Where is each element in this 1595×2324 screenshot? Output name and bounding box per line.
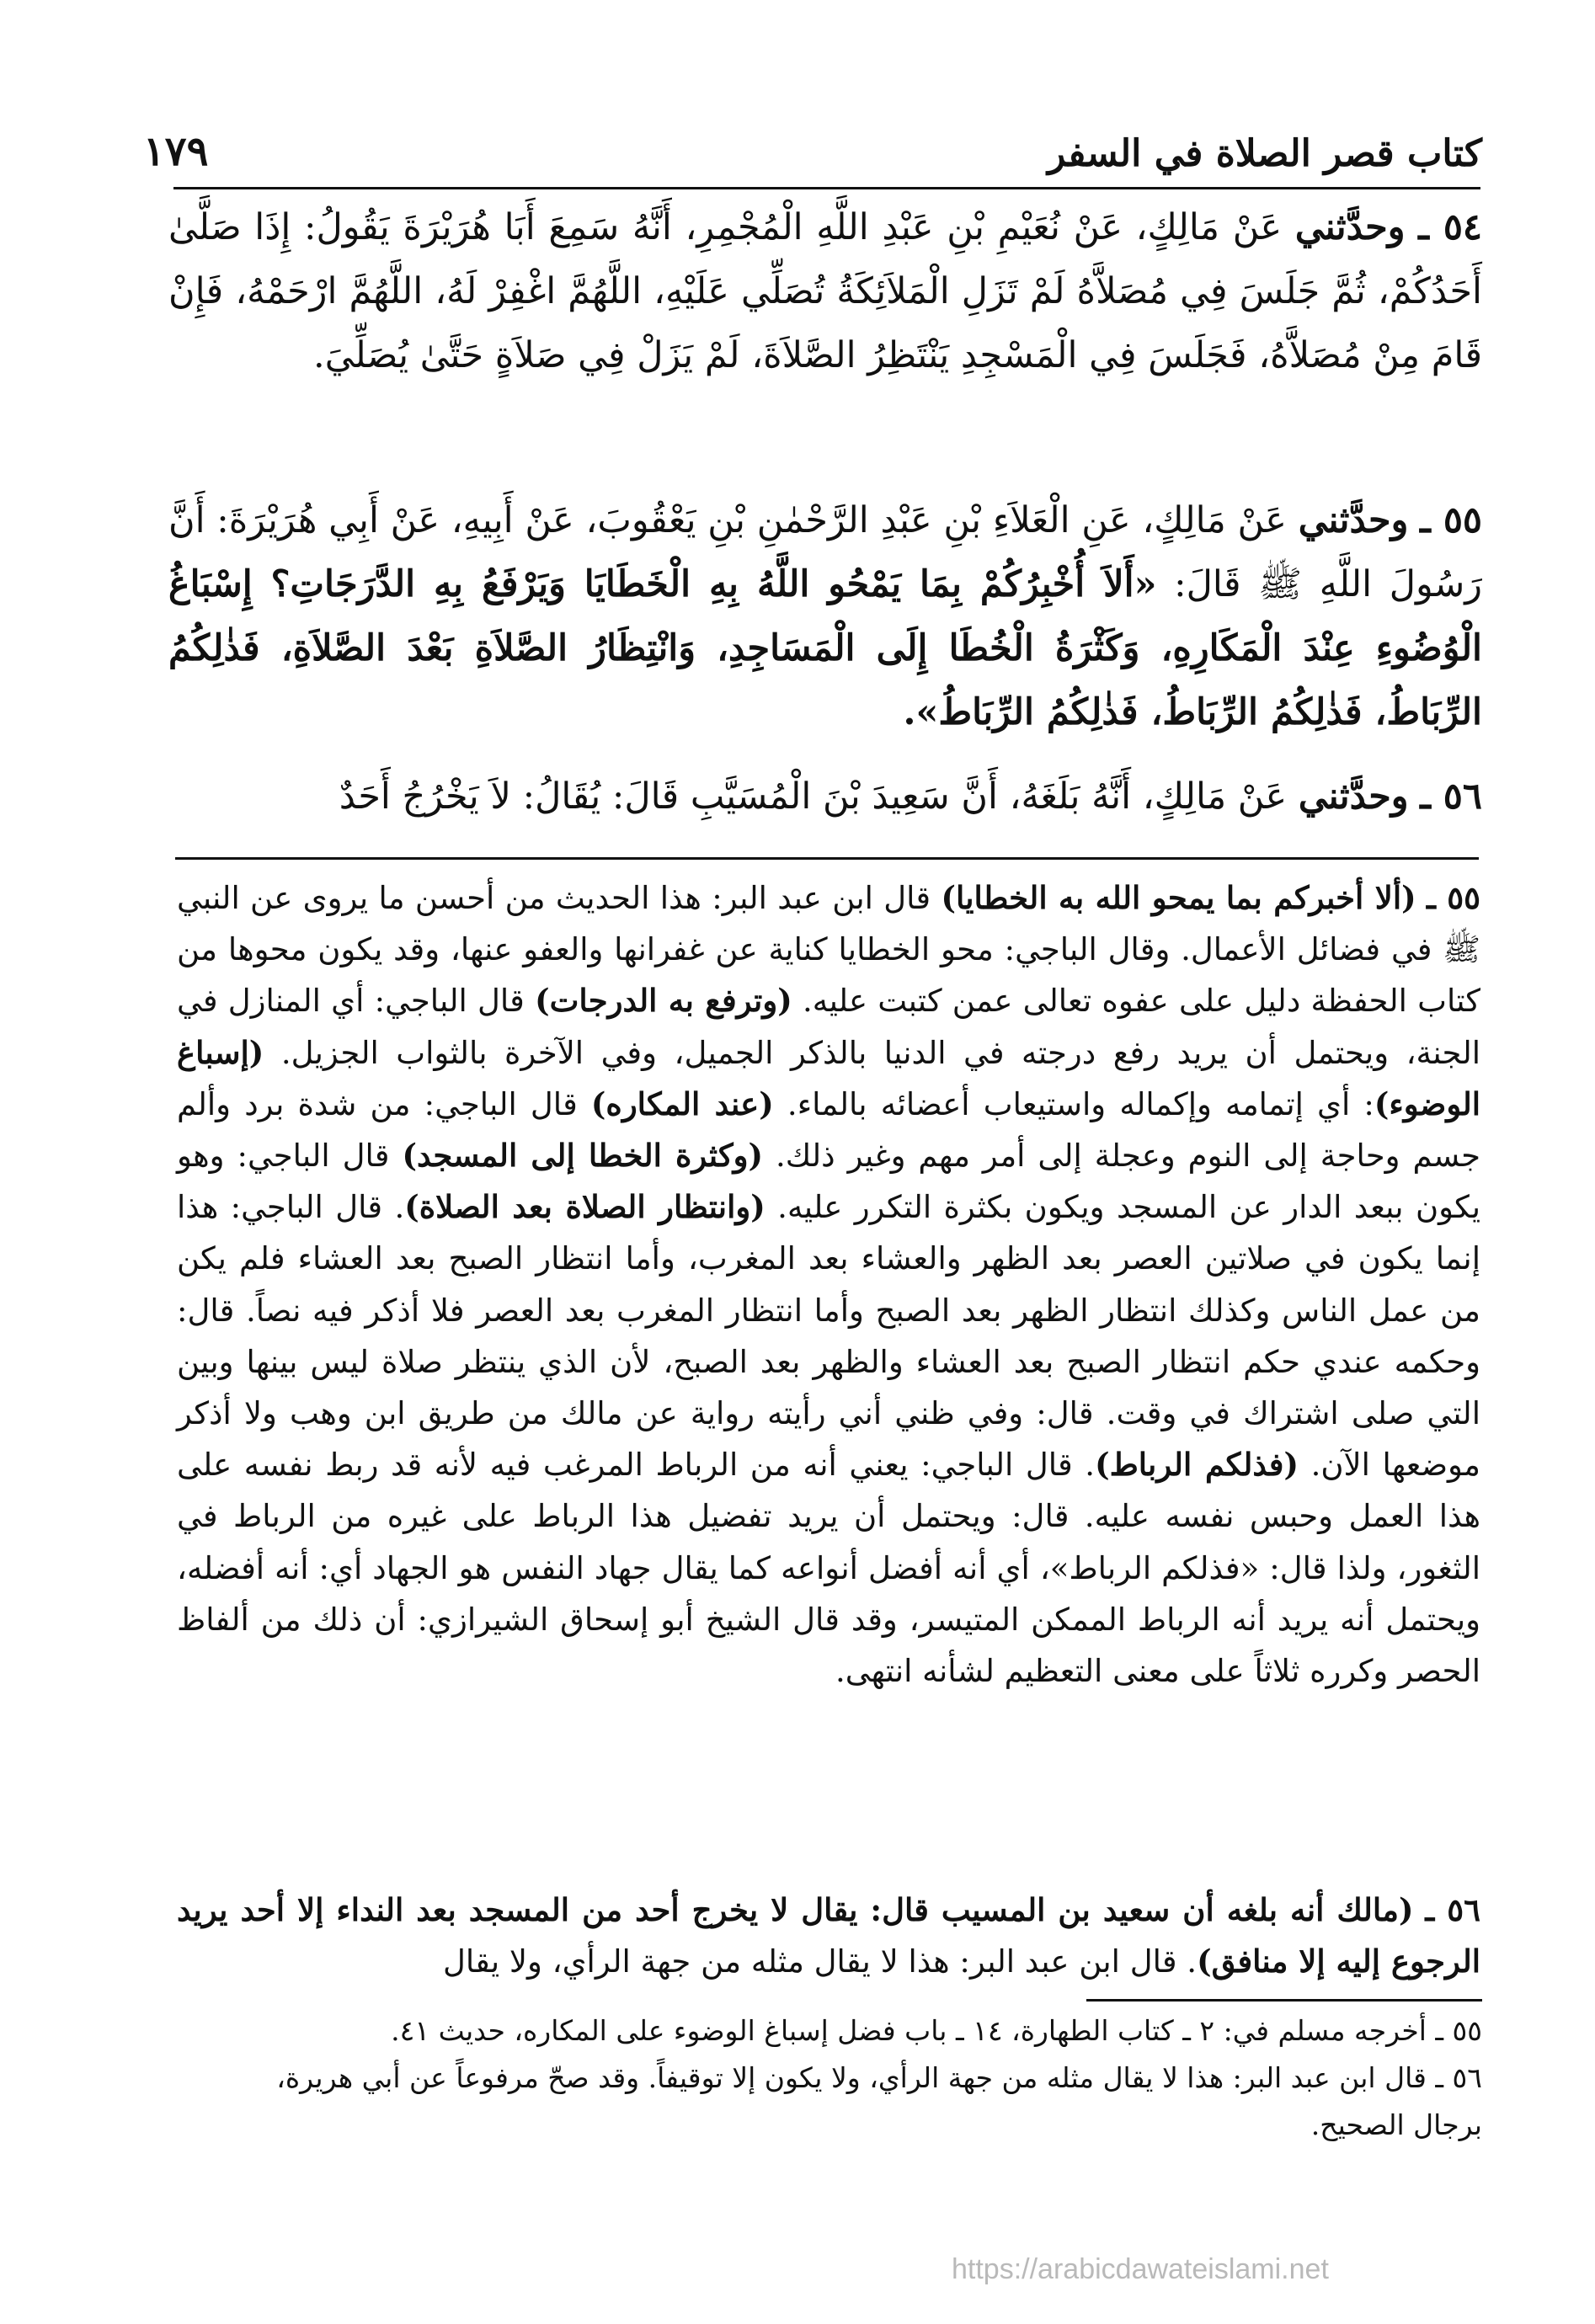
commentary-body bbox=[177, 1892, 1480, 1980]
source-watermark: https://arabicdawateislami.net bbox=[952, 2253, 1329, 2285]
commentary-text: . قال ابن عبد البر: هذا لا يقال مثله من جهة الرأي، ولا يقال bbox=[442, 1943, 1198, 1980]
hadith-56 bbox=[168, 765, 1482, 829]
page-header bbox=[143, 108, 1482, 175]
commentary-text: قال الباجي: وهو يكون ببعد الدار عن المسجد ويكون بكثرة التكرر عليه. bbox=[177, 1138, 1480, 1226]
hadith-number: ٥٦ ـ bbox=[1420, 776, 1482, 818]
bold-phrase: (وكثرة الخطا إلى المسجد) bbox=[402, 1137, 763, 1175]
footnote-56-continuation: برجال الصحيح. bbox=[1310, 2108, 1482, 2141]
hadith-number: ٥٥ ـ bbox=[1420, 499, 1483, 541]
running-title: كتاب قصر الصلاة في السفر bbox=[1047, 132, 1482, 175]
footnote-56: ٥٦ ـ قال ابن عبد البر: هذا لا يقال مثله من جهة الرأي، ولا يكون إلا توقيفاً. وقد صحّ مرفوعاً عن أبي هريرة، bbox=[276, 2061, 1482, 2094]
hadith-lead: وحدَّثني bbox=[1298, 499, 1409, 541]
footnotes bbox=[253, 2007, 1482, 2149]
commentary-body bbox=[177, 880, 1480, 1689]
hadith-54 bbox=[168, 195, 1482, 387]
bold-phrase: (وانتظار الصلاة بعد الصلاة) bbox=[404, 1188, 765, 1226]
bold-phrase: (مالك أنه بلغه أن سعيد بن المسيب قال: يقال لا يخرج أحد من المسجد بعد النداء إلا أحد يريد الرجوع إليه إلا منافق) bbox=[177, 1891, 1480, 1980]
hadith-number: ٥٤ ـ bbox=[1418, 206, 1483, 248]
footnote-rule bbox=[1086, 1999, 1482, 2002]
commentary-text: قال ابن عبد البر: هذا الحديث من أحسن ما يروى عن النبي ﷺ في فضائل الأعمال. وقال الباجي: محو الخطايا كناية عن غفرانها والعفو عنها، وقد يكون محوها من كتاب الحفظة دليل على عفوه تعالى عمن كتبت عليه. bbox=[177, 880, 1480, 1020]
commentary-number: ٥٥ ـ bbox=[1426, 879, 1480, 916]
commentary-text: : أي إتمامه وإكماله واستيعاب أعضائه بالماء. bbox=[773, 1085, 1374, 1122]
hadith-text: عَنْ مَالِكٍ، أَنَّهُ بَلَغَهُ، أَنَّ سَعِيدَ بْنَ الْمُسَيَّبِ قَالَ: يُقَالُ: لاَ يَخْرُجُ أَحَدٌ bbox=[339, 776, 1288, 818]
header-rule bbox=[173, 187, 1480, 189]
hadith-lead: وحدَّثني bbox=[1294, 206, 1406, 248]
hadith-lead: وحدَّثني bbox=[1298, 776, 1409, 818]
commentary-56 bbox=[177, 1884, 1480, 1987]
hadith-55 bbox=[168, 488, 1482, 744]
bold-phrase: (ألا أخبركم بما يمحو الله به الخطايا) bbox=[941, 879, 1416, 916]
commentary-text: قال الباجي: أي المنازل في الجنة، ويحتمل أن يريد رفع درجته في الدنيا بالذكر الجميل، وفي الآخرة بالثواب الجزيل. bbox=[177, 983, 1480, 1071]
prophetic-quote: «أَلاَ أُخْبِرُكُمْ بِمَا يَمْحُو اللَّهُ بِهِ الْخَطَايَا وَيَرْفَعُ بِهِ الدَّرَجَاتِ؟ إِسْبَاغُ الْوُضُوءِ عِنْدَ الْمَكَارِهِ، وَكَثْرَةُ الْخُطَا إِلَى الْمَسَاجِدِ، وَانْتِظَارُ الصَّلاَةِ بَعْدَ الصَّلاَةِ، فَذٰلِكُمُ الرِّبَاطُ، فَذٰلِكُمُ الرِّبَاطُ، فَذٰلِكُمُ الرِّبَاطُ». bbox=[168, 563, 1482, 733]
hadith-text: عَنْ مَالِكٍ، عَنْ نُعَيْمِ بْنِ عَبْدِ اللَّهِ الْمُجْمِرِ، أَنَّهُ سَمِعَ أَبَا هُرَيْرَةَ يَقُولُ: إِذَا صَلَّىٰ أَحَدُكُمْ، ثُمَّ جَلَسَ فِي مُصَلاَّهُ لَمْ تَزَلِ الْمَلاَئِكَةُ تُصَلِّي عَلَيْهِ، اللَّهُمَّ اغْفِرْ لَهُ، اللَّهُمَّ ارْحَمْهُ، فَإِنْ قَامَ مِنْ مُصَلاَّهُ، فَجَلَسَ فِي الْمَسْجِدِ يَنْتَظِرُ الصَّلاَةَ، لَمْ يَزَلْ فِي صَلاَةٍ حَتَّىٰ يُصَلِّيَ. bbox=[168, 206, 1482, 376]
commentary-55 bbox=[177, 872, 1480, 1697]
bold-phrase: (وترفع به الدرجات) bbox=[535, 982, 792, 1020]
page-number: ١٧٩ bbox=[143, 128, 209, 175]
commentary-text: قال الباجي: من شدة برد وألم جسم وحاجة إلى النوم وعجلة إلى أمر مهم وغير ذلك. bbox=[177, 1085, 1480, 1175]
commentary-text: . قال الباجي: يعني أنه من الرباط المرغب فيه لأنه قد ربط نفسه على هذا العمل وحبس نفسه عليه. قال: ويحتمل أن يريد تفضيل هذا الرباط على غيره من الرباط في الثغور، ولذا قال: «فذلكم الرباط»، أي أنه أفضل أنواعه كما يقال جهاد النفس هو الجهاد أي: أنه أفضله، ويحتمل أنه يريد أنه الرباط الممكن المتيسر، وقد قال الشيخ أبو إسحاق الشيرازي: أن ذلك من ألفاظ الحصر وكرره ثلاثاً على معنى التعظيم لشأنه انتهى. bbox=[177, 1447, 1480, 1690]
commentary-text: . قال الباجي: هذا إنما يكون في صلاتين العصر بعد الظهر والعشاء بعد المغرب، وأما انتظار الصبح بعد العشاء فلم يكن من عمل الناس وكذلك انتظار الظهر بعد الصبح وأما انتظار المغرب بعد العصر فلا أذكر فيه نصاً. قال: وحكمه عندي حكم انتظار الصبح بعد العشاء والظهر بعد الصبح، لأن الذي ينتظر صلاة ليس بينها وبين التي صلى اشتراك في وقت. قال: وفي ظني أني رأيته رواية عن مالك من طريق ابن وهب ولا أذكر موضعها الآن. bbox=[177, 1189, 1480, 1484]
commentary-number: ٥٦ ـ bbox=[1425, 1891, 1480, 1928]
footnote-55: ٥٥ ـ أخرجه مسلم في: ٢ ـ كتاب الطهارة، ١٤ ـ باب فضل إسباغ الوضوء على المكاره، حديث ٤١. bbox=[391, 2014, 1482, 2047]
bold-phrase: (عند المكاره) bbox=[590, 1085, 774, 1122]
bold-phrase: (إسباغ الوضوء) bbox=[177, 1033, 1481, 1122]
hadith-text: عَنْ مَالِكٍ، عَنِ الْعَلاَءِ بْنِ عَبْدِ الرَّحْمٰنِ بْنِ يَعْقُوبَ، عَنْ أَبِيهِ، عَنْ أَبِي هُرَيْرَةَ: أَنَّ رَسُولَ اللَّهِ ﷺ قَالَ: bbox=[168, 499, 1482, 605]
bold-phrase: (فذلكم الرباط) bbox=[1095, 1446, 1299, 1484]
main-text-rule bbox=[175, 857, 1479, 860]
